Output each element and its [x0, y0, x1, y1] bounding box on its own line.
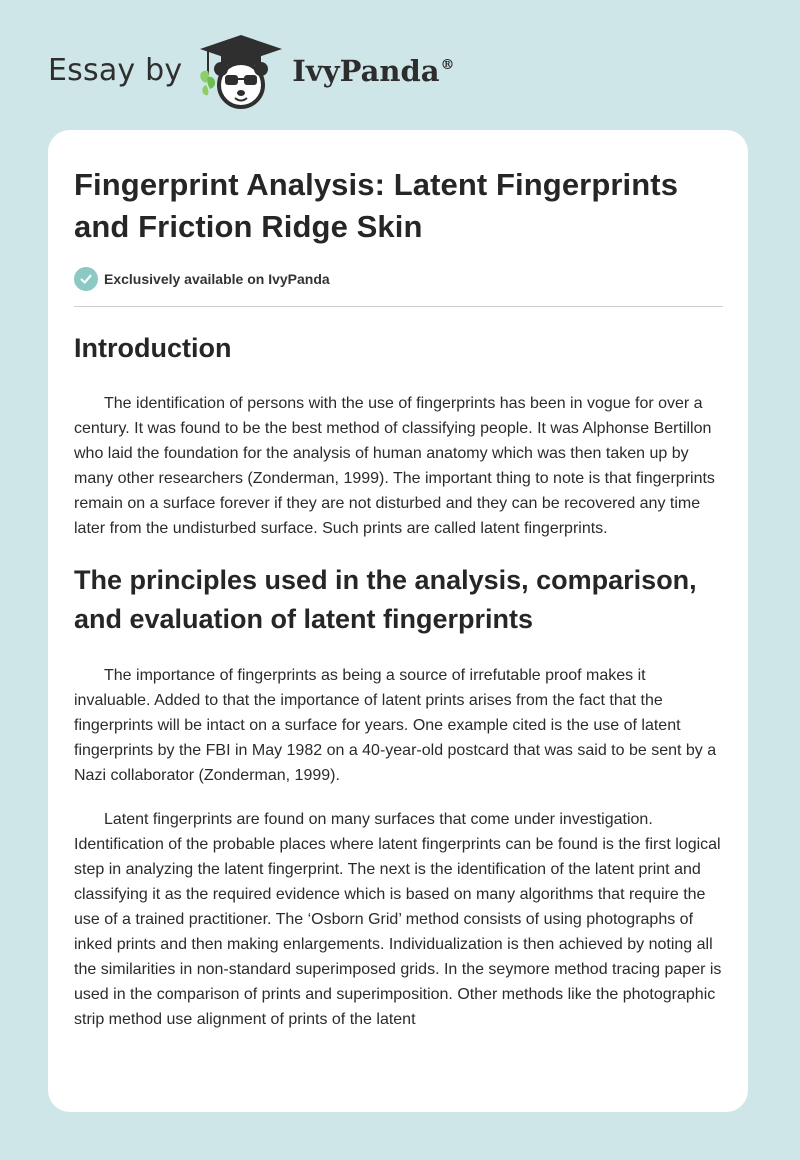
panda-logo-icon[interactable] — [196, 31, 286, 116]
brand-prefix: Essay by — [48, 52, 183, 88]
check-icon — [74, 267, 98, 291]
paragraph: Latent fingerprints are found on many surfaces that come under investigation. Identification of the probable places where latent fingerprints can be found is the first logical step in analyzing the latent fingerprint. The next is the identification of the latent print and classifying it as the required evidence which is based on many algorithms that require the use of a trained practitioner. The ‘Osborn Grid’ method consists of using photographs of inked prints and then making enlargements. Individualization is then achieved by noting all the similarities in non-standard superimposed grids. In the seymore method tracing paper is used in the comparison of prints and superimposition. Other methods like the photographic strip method use alignment of prints of the latent — [74, 811, 722, 1028]
section-heading-principles: The principles used in the analysis, comparison, and evaluation of latent fingerprints — [74, 565, 697, 634]
page-title: Fingerprint Analysis: Latent Fingerprints and Friction Ridge Skin — [74, 167, 679, 244]
exclusive-label: Exclusively available on IvyPanda — [104, 271, 330, 287]
site-header — [48, 34, 455, 114]
section-heading-introduction: Introduction — [74, 333, 232, 363]
essay-card — [48, 130, 748, 1112]
trademark-symbol: ® — [440, 57, 455, 73]
divider — [74, 306, 723, 307]
brand-name[interactable]: IvyPanda® — [292, 54, 455, 88]
paragraph: The importance of fingerprints as being a source of irrefutable proof makes it invaluable. Added to that the importance of latent prints arises from the fact that the fingerprints will be intact on a surface for years. One example cited is the use of latent fingerprints by the FBI in May 1982 on a 40-year-old postcard that was said to be sent by a Nazi collaborator (Zonderman, 1999). — [74, 667, 717, 784]
exclusive-badge — [74, 267, 722, 291]
paragraph: The identification of persons with the use of fingerprints has been in vogue for over a century. It was found to be the best method of classifying people. It was Alphonse Bertillon who laid the foundation for the analysis of human anatomy which was then taken up by many other researchers (Zonderman, 1999). The important thing to note is that fingerprints remain on a surface forever if they are not disturbed and they can be recovered any time later from the undisturbed surface. Such prints are called latent fingerprints. — [74, 395, 715, 537]
